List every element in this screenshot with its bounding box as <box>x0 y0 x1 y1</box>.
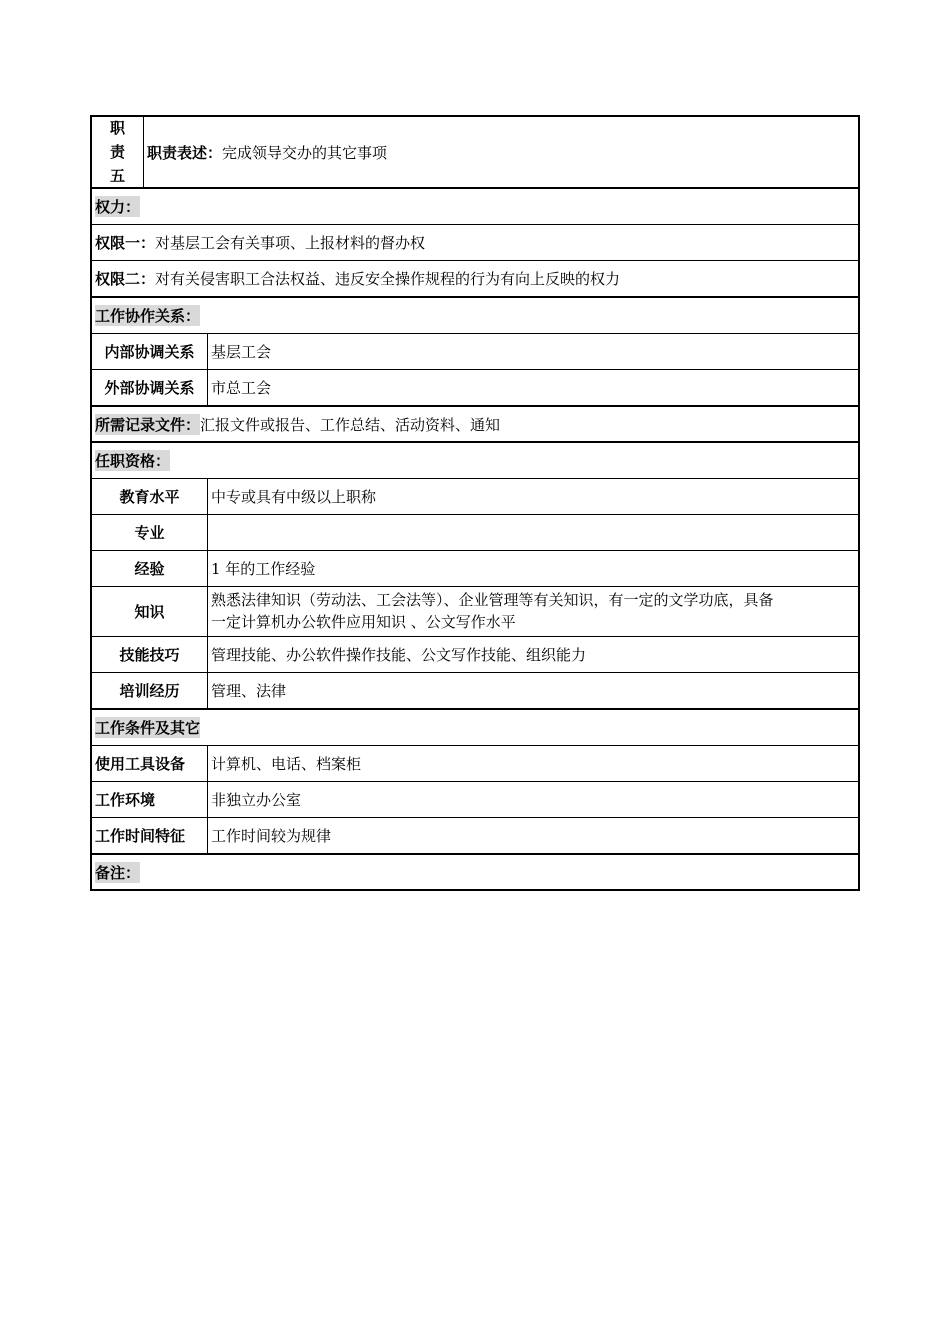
records-row <box>90 407 860 443</box>
job-description-table <box>90 115 860 891</box>
duty-label-char: 五 <box>109 167 125 185</box>
relations-header <box>90 298 860 334</box>
qualification-value-line: 熟悉法律知识（劳动法、工会法等）、企业管理等有关知识，有一定的文学功底，具备 <box>211 591 774 609</box>
authority-item-text: 对基层工会有关事项、上报材料的督办权 <box>155 234 426 252</box>
duty-label-char: 责 <box>109 143 125 161</box>
qualifications-header <box>90 443 860 479</box>
qualification-label: 知识 <box>92 587 208 636</box>
section-title: 任职资格： <box>95 452 171 470</box>
section-title: 工作条件及其它 <box>95 719 201 737</box>
qualification-value: 中专或具有中级以上职称 <box>211 488 377 506</box>
records-value: 汇报文件或报告、工作总结、活动资料、通知 <box>200 415 501 434</box>
qualification-value <box>208 515 858 550</box>
qualification-value: 管理技能、办公软件操作技能、公文写作技能、组织能力 <box>211 646 587 664</box>
condition-row <box>90 818 860 855</box>
qualification-label: 教育水平 <box>92 479 208 514</box>
duty-desc-text: 完成领导交办的其它事项 <box>222 143 388 162</box>
authority-item <box>90 261 860 298</box>
authority-item-label: 权限二： <box>95 270 156 288</box>
condition-label: 使用工具设备 <box>92 746 208 781</box>
qualification-value-line: 一定计算机办公软件应用知识 、公文写作水平 <box>211 613 516 631</box>
duty-desc-label: 职责表述： <box>147 143 223 162</box>
condition-value: 非独立办公室 <box>211 791 302 809</box>
conditions-header <box>90 710 860 746</box>
authority-header <box>90 189 860 225</box>
condition-row <box>90 782 860 818</box>
condition-label: 工作时间特征 <box>92 818 208 853</box>
qualification-row <box>90 673 860 710</box>
relation-value: 基层工会 <box>211 343 272 361</box>
authority-item-label: 权限一： <box>95 234 156 252</box>
remarks-title: 备注： <box>95 863 141 882</box>
relation-row <box>90 334 860 370</box>
qualification-row <box>90 637 860 673</box>
qualification-row <box>90 587 860 637</box>
qualification-row <box>90 515 860 551</box>
condition-value: 工作时间较为规律 <box>211 827 332 845</box>
duty-row <box>90 115 860 189</box>
records-label: 所需记录文件： <box>95 415 201 434</box>
condition-row <box>90 746 860 782</box>
condition-label: 工作环境 <box>92 782 208 817</box>
duty-description <box>144 117 858 187</box>
section-title: 权力： <box>95 198 141 216</box>
authority-item-text: 对有关侵害职工合法权益、违反安全操作规程的行为有向上反映的权力 <box>155 270 621 288</box>
qualification-value <box>208 587 858 636</box>
qualification-row <box>90 479 860 515</box>
condition-value: 计算机、电话、档案柜 <box>211 755 362 773</box>
qualification-value: 1 年的工作经验 <box>211 560 316 578</box>
section-title: 工作协作关系： <box>95 307 201 325</box>
relation-label: 内部协调关系 <box>92 334 208 369</box>
qualification-label: 专业 <box>92 515 208 550</box>
authority-item <box>90 225 860 261</box>
duty-label-char: 职 <box>109 119 125 137</box>
qualification-row <box>90 551 860 587</box>
relation-label: 外部协调关系 <box>92 370 208 405</box>
qualification-value: 管理、法律 <box>211 682 287 700</box>
relation-value: 市总工会 <box>211 379 272 397</box>
remarks-row <box>90 855 860 891</box>
duty-label <box>92 117 144 187</box>
qualification-label: 培训经历 <box>92 673 208 708</box>
qualification-label: 技能技巧 <box>92 637 208 672</box>
qualification-label: 经验 <box>92 551 208 586</box>
relation-row <box>90 370 860 407</box>
